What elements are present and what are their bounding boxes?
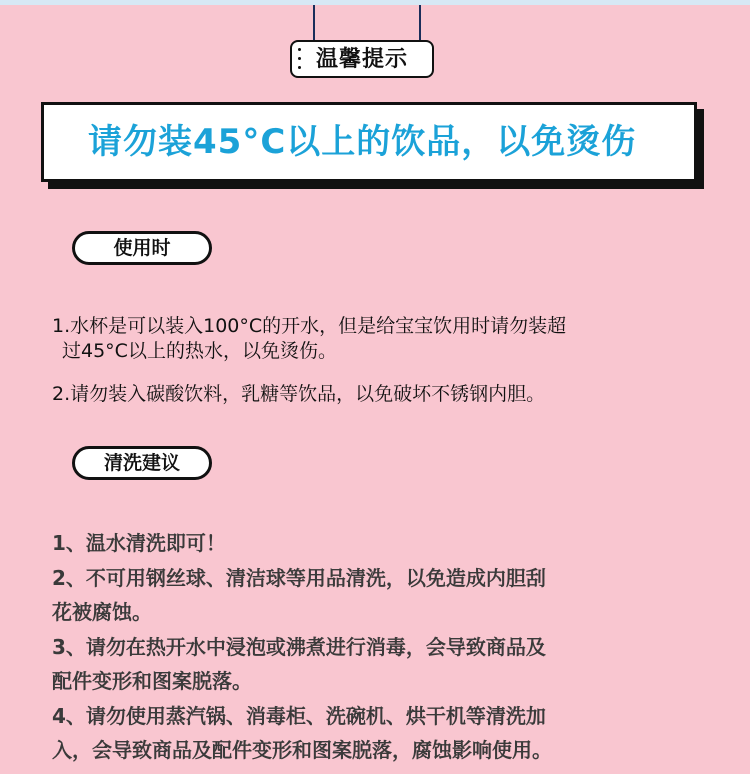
cleaning-heading: 清洗建议 bbox=[103, 452, 180, 474]
usage-item-2: 2.请勿装入碳酸饮料，乳糖等饮品，以免破坏不锈钢内胆。 bbox=[52, 383, 546, 405]
usage-item-1-line-2: 过45°C以上的热水，以免烫伤。 bbox=[62, 340, 337, 362]
tag-holes-icon bbox=[298, 48, 301, 70]
tips-title-tag bbox=[290, 40, 434, 78]
cleaning-heading-pill bbox=[72, 446, 212, 480]
hanging-string-left bbox=[313, 5, 315, 43]
cleaning-line: 花被腐蚀。 bbox=[52, 600, 152, 624]
warning-box bbox=[41, 102, 697, 182]
cleaning-line: 1、温水清洗即可！ bbox=[52, 531, 226, 555]
usage-item-1-line-1: 1.水杯是可以装入100°C的开水，但是给宝宝饮用时请勿装超 bbox=[52, 315, 567, 337]
usage-heading-pill bbox=[72, 231, 212, 265]
cleaning-line: 2、不可用钢丝球、清洁球等用品清洗，以免造成内胆刮 bbox=[52, 565, 546, 590]
page-title: 温馨提示 bbox=[315, 47, 408, 72]
hanging-string-right bbox=[419, 5, 421, 43]
cleaning-line: 配件变形和图案脱落。 bbox=[52, 669, 252, 693]
usage-section bbox=[52, 314, 692, 407]
usage-heading: 使用时 bbox=[113, 237, 171, 259]
cleaning-line: 4、请勿使用蒸汽锅、消毒柜、洗碗机、烘干机等清洗加 bbox=[52, 703, 546, 728]
cleaning-line: 3、请勿在热开水中浸泡或沸煮进行消毒，会导致商品及 bbox=[52, 634, 546, 659]
usage-item-1 bbox=[52, 314, 692, 364]
cleaning-section bbox=[52, 526, 692, 768]
warning-text: 请勿装45°C以上的饮品，以免烫伤 bbox=[88, 122, 637, 162]
cleaning-line: 入，会导致商品及配件变形和图案脱落，腐蚀影响使用。 bbox=[52, 738, 552, 762]
top-strip bbox=[0, 0, 750, 5]
